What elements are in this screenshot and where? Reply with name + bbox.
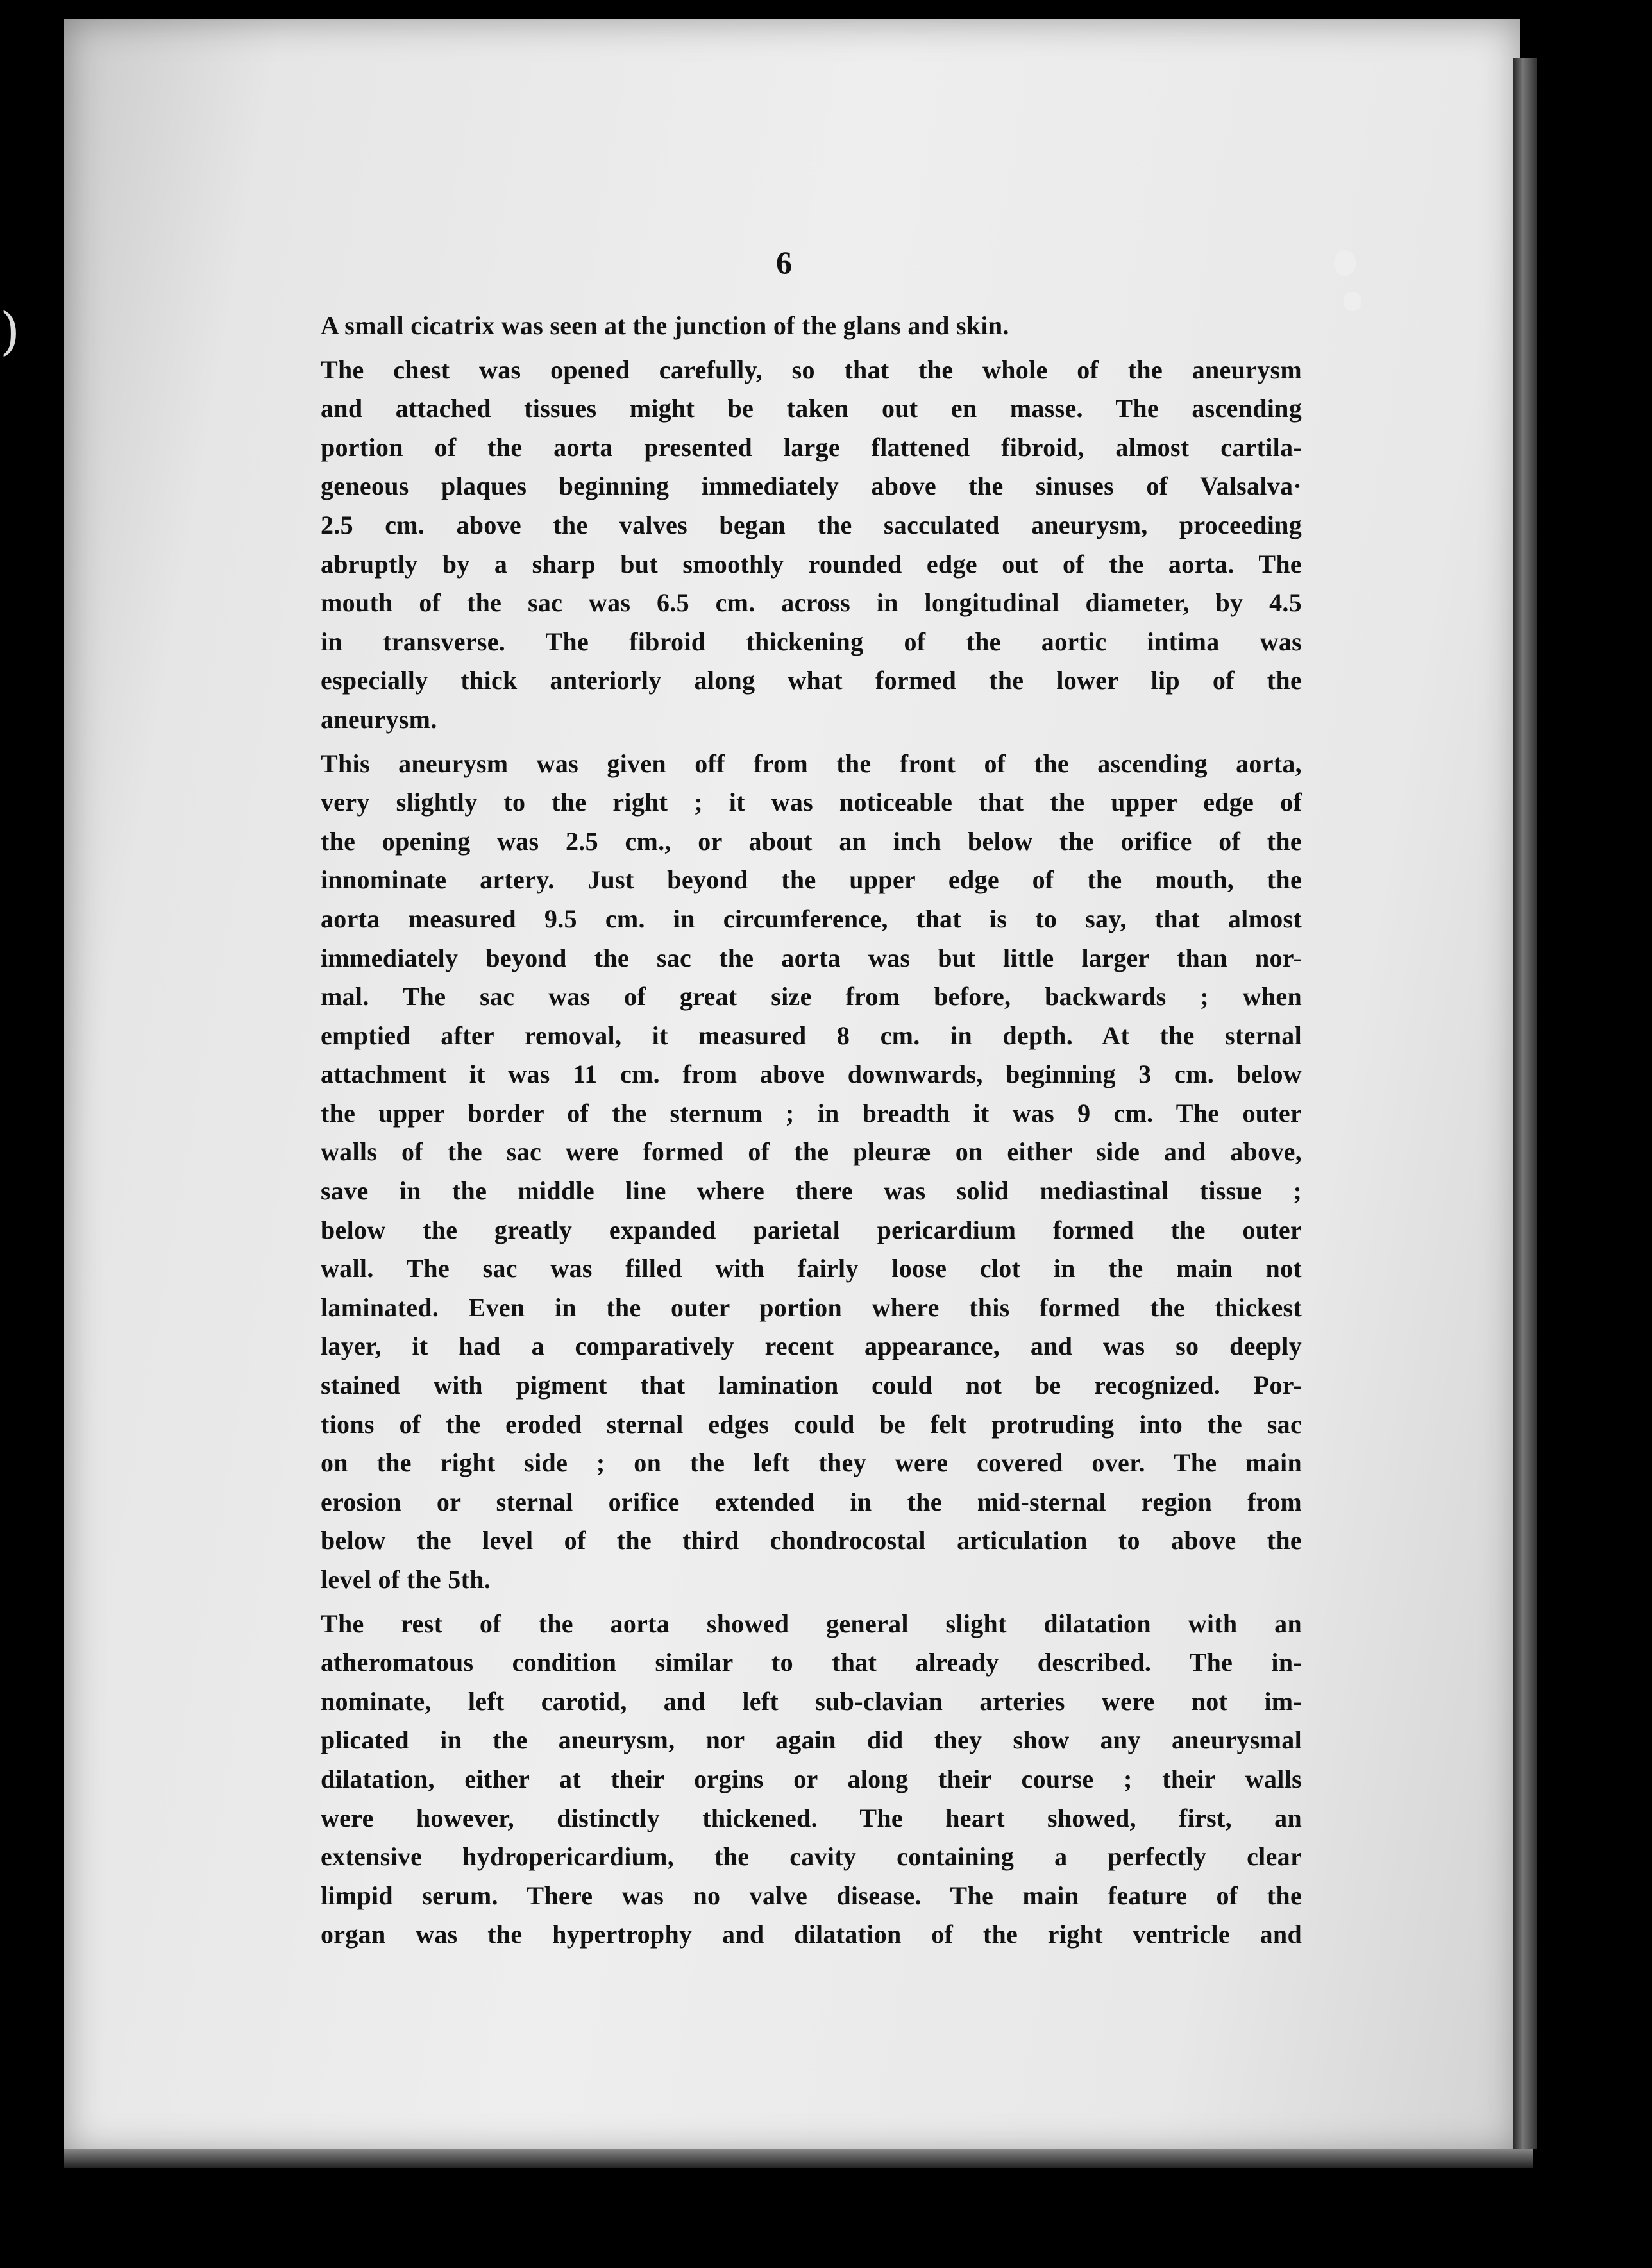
text-line: portion of the aorta presented large flattened fibroid, almost cartila-: [321, 432, 1302, 462]
page-edge-bottom: [64, 2149, 1533, 2168]
text-line: walls of the sac were formed of the pleuræ on either side and above,: [321, 1137, 1302, 1167]
text-line: level of the 5th.: [321, 1565, 491, 1594]
paragraph: [321, 351, 1302, 740]
text-line: 2.5 cm. above the valves began the sacculated aneurysm, proceeding: [321, 510, 1302, 539]
text-line: geneous plaques beginning immediately above the sinuses of Valsalva·: [321, 471, 1302, 501]
text-line: extensive hydropericardium, the cavity containing a perfectly clear: [321, 1842, 1302, 1872]
paragraph: [321, 1605, 1302, 1954]
paragraph: [321, 745, 1302, 1600]
text-line: the upper border of the sternum ; in breadth it was 9 cm. The outer: [321, 1098, 1302, 1128]
text-line: tions of the eroded sternal edges could be felt protruding into the sac: [321, 1409, 1302, 1439]
text-line: plicated in the aneurysm, nor again did they show any aneurysmal: [321, 1725, 1302, 1755]
text-line: wall. The sac was filled with fairly loose clot in the main not: [321, 1254, 1302, 1283]
text-line: stained with pigment that lamination could not be recognized. Por-: [321, 1371, 1302, 1400]
text-line: limpid serum. There was no valve disease. The main feature of the: [321, 1881, 1302, 1910]
text-line: dilatation, either at their orgins or along their course ; their walls: [321, 1764, 1302, 1793]
text-line: The rest of the aorta showed general slight dilatation with an: [321, 1609, 1302, 1638]
text-line: organ was the hypertrophy and dilatation of the right ventricle and: [321, 1920, 1302, 1949]
text-line: abruptly by a sharp but smoothly rounded edge out of the aorta. The: [321, 549, 1302, 579]
text-line: save in the middle line where there was solid mediastinal tissue ;: [321, 1176, 1302, 1206]
text-line: This aneurysm was given off from the front of the ascending aorta,: [321, 749, 1302, 778]
body-text: [321, 307, 1302, 1959]
paragraph: [321, 307, 1302, 346]
text-line: especially thick anteriorly along what formed the lower lip of the: [321, 666, 1302, 695]
text-line: below the greatly expanded parietal pericardium formed the outer: [321, 1215, 1302, 1244]
text-line: very slightly to the right ; it was noticeable that the upper edge of: [321, 788, 1302, 817]
text-line: atheromatous condition similar to that already described. The in-: [321, 1648, 1302, 1677]
page-number: 6: [776, 244, 792, 280]
text-line: attachment it was 11 cm. from above downwards, beginning 3 cm. below: [321, 1060, 1302, 1089]
text-line: on the right side ; on the left they were covered over. The main: [321, 1448, 1302, 1478]
text-line: erosion or sternal orifice extended in the mid-sternal region from: [321, 1487, 1302, 1516]
text-line: The chest was opened carefully, so that the whole of the aneurysm: [321, 355, 1302, 384]
text-line: in transverse. The fibroid thickening of the aortic intima was: [321, 627, 1302, 656]
dust-speck: [1334, 250, 1356, 276]
text-line: immediately beyond the sac the aorta was but little larger than nor-: [321, 943, 1302, 972]
text-line: emptied after removal, it measured 8 cm. in depth. At the sternal: [321, 1020, 1302, 1050]
text-line: A small cicatrix was seen at the junction of the glans and skin.: [321, 311, 1009, 340]
text-line: were however, distinctly thickened. The heart showed, first, an: [321, 1803, 1302, 1832]
text-line: aneurysm.: [321, 704, 437, 734]
page-edge-right: [1513, 58, 1537, 2149]
text-line: layer, it had a comparatively recent appearance, and was so deeply: [321, 1332, 1302, 1361]
text-line: and attached tissues might be taken out en masse. The ascending: [321, 394, 1302, 423]
margin-mark: ): [0, 301, 21, 361]
dust-speck: [1344, 292, 1361, 311]
text-line: laminated. Even in the outer portion where this formed the thickest: [321, 1292, 1302, 1322]
text-line: mal. The sac was of great size from before, backwards ; when: [321, 982, 1302, 1011]
text-line: mouth of the sac was 6.5 cm. across in longitudinal diameter, by 4.5: [321, 588, 1302, 618]
text-line: below the level of the third chondrocostal articulation to above the: [321, 1526, 1302, 1555]
text-line: the opening was 2.5 cm., or about an inch below the orifice of the: [321, 826, 1302, 856]
text-line: innominate artery. Just beyond the upper edge of the mouth, the: [321, 865, 1302, 895]
text-line: nominate, left carotid, and left sub-clavian arteries were not im-: [321, 1686, 1302, 1716]
text-line: aorta measured 9.5 cm. in circumference, that is to say, that almost: [321, 904, 1302, 933]
